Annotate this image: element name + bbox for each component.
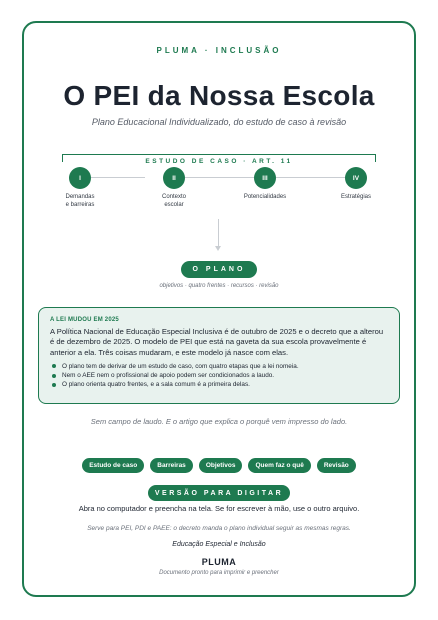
step-circle-4: IV [345,167,367,189]
callout-body: A Política Nacional de Educação Especial Inclusiva é de outubro de 2025 e o decreto que a alterou é de dezembro de 2025. O modelo de PEI que está na gaveta da sua escola provavelmente é anterior a ela. Três coisas mudaram, e este modelo já nasce com elas. [50,327,384,357]
tab-revisao[interactable]: Revisão [317,458,356,473]
category-label: Educação Especial e Inclusão [172,541,266,548]
list-item: O plano orienta quatro frentes, e a sala comum é a primeira delas. [50,380,388,389]
arrow-down-icon [218,219,219,248]
tab-quem-faz-o-que[interactable]: Quem faz o quê [248,458,310,473]
tab-barreiras[interactable]: Barreiras [150,458,193,473]
study-case-label: ESTUDO DE CASO · ART. 11 [139,158,298,165]
law-callout [38,307,400,404]
page-subtitle: Plano Educacional Individualizado, do estudo de caso à revisão [91,117,347,127]
list-item: Nem o AEE nem o profissional de apoio podem ser condicionados a laudo. [50,371,388,380]
step-connector [91,177,145,178]
scope-note: Serve para PEI, PDI e PAEE: o decreto manda o plano individual seguir as mesmas regras. [87,525,351,532]
plano-badge: O PLANO [181,261,257,278]
digital-version-subtitle: Abra no computador e preencha na tela. Se for escrever à mão, use o outro arquivo. [78,504,360,513]
step-circle-1: I [69,167,91,189]
callout-list [50,362,388,390]
study-case-label-wrap [0,150,438,168]
step-connector [276,177,345,178]
section-tabs [0,458,438,473]
arrow-head-icon [215,246,221,251]
step-label-4: Estratégias [340,194,371,200]
step-label-2: Contexto escolar [161,194,186,208]
page-title: O PEI da Nossa Escola [63,80,375,111]
list-item: O plano tem de derivar de um estudo de caso, com quatro etapas que a lei nomeia. [50,362,388,371]
plano-subtitle: objetivos · quatro frentes · recursos · revisão [159,283,279,289]
step-label-3: Potencialidades [243,194,287,200]
step-circle-3: III [254,167,276,189]
brand-top: PLUMA · INCLUSÃO [156,46,282,55]
tab-objetivos[interactable]: Objetivos [199,458,243,473]
footer-note: Documento pronto para imprimir e preencher [159,570,279,576]
callout-tag: A LEI MUDOU EM 2025 [50,317,119,323]
step-connector [185,177,254,178]
tab-estudo-de-caso[interactable]: Estudo de caso [82,458,144,473]
laudo-note: Sem campo de laudo. E o artigo que explica o porquê vem impresso do lado. [90,417,348,426]
step-label-1: Demandas e barreiras [65,194,95,208]
brand-bottom: PLUMA [201,557,237,567]
step-circle-2: II [163,167,185,189]
digital-version-badge: VERSÃO PARA DIGITAR [148,485,290,501]
